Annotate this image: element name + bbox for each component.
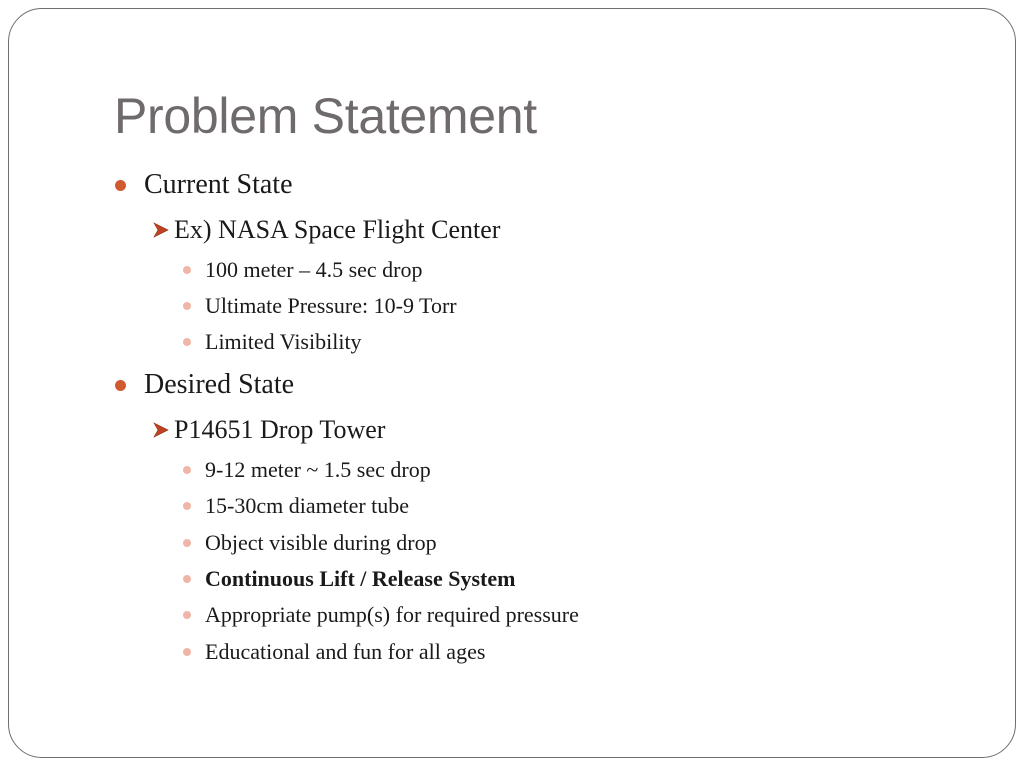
arrow-bullet-icon: [153, 422, 169, 438]
list-item: 100 meter – 4.5 sec drop: [205, 257, 423, 282]
subheading-p14651-drop-tower: P14651 Drop Tower: [174, 415, 386, 444]
small-circle-bullet-icon: [183, 575, 191, 583]
circle-bullet-icon: [115, 180, 126, 191]
list-item: Educational and fun for all ages: [205, 639, 486, 664]
circle-bullet-icon: [115, 380, 126, 391]
small-circle-bullet-icon: [183, 539, 191, 547]
small-circle-bullet-icon: [183, 338, 191, 346]
list-item: Ultimate Pressure: 10-9 Torr: [205, 293, 457, 318]
small-circle-bullet-icon: [183, 648, 191, 656]
list-item: 9-12 meter ~ 1.5 sec drop: [205, 457, 431, 482]
subheading-nasa-space-flight-center: Ex) NASA Space Flight Center: [174, 215, 501, 244]
list-item-bold: Continuous Lift / Release System: [205, 566, 516, 591]
list-item: 15-30cm diameter tube: [205, 493, 410, 518]
slide-title: Problem Statement: [114, 88, 537, 144]
small-circle-bullet-icon: [183, 302, 191, 310]
section-heading-desired-state: Desired State: [144, 369, 295, 400]
list-item: Appropriate pump(s) for required pressure: [205, 602, 579, 627]
list-item: Object visible during drop: [205, 530, 437, 555]
arrow-bullet-icon: [153, 222, 169, 238]
small-circle-bullet-icon: [183, 266, 191, 274]
list-item: Limited Visibility: [205, 329, 362, 354]
small-circle-bullet-icon: [183, 611, 191, 619]
small-circle-bullet-icon: [183, 466, 191, 474]
section-heading-current-state: Current State: [144, 169, 293, 200]
small-circle-bullet-icon: [183, 502, 191, 510]
